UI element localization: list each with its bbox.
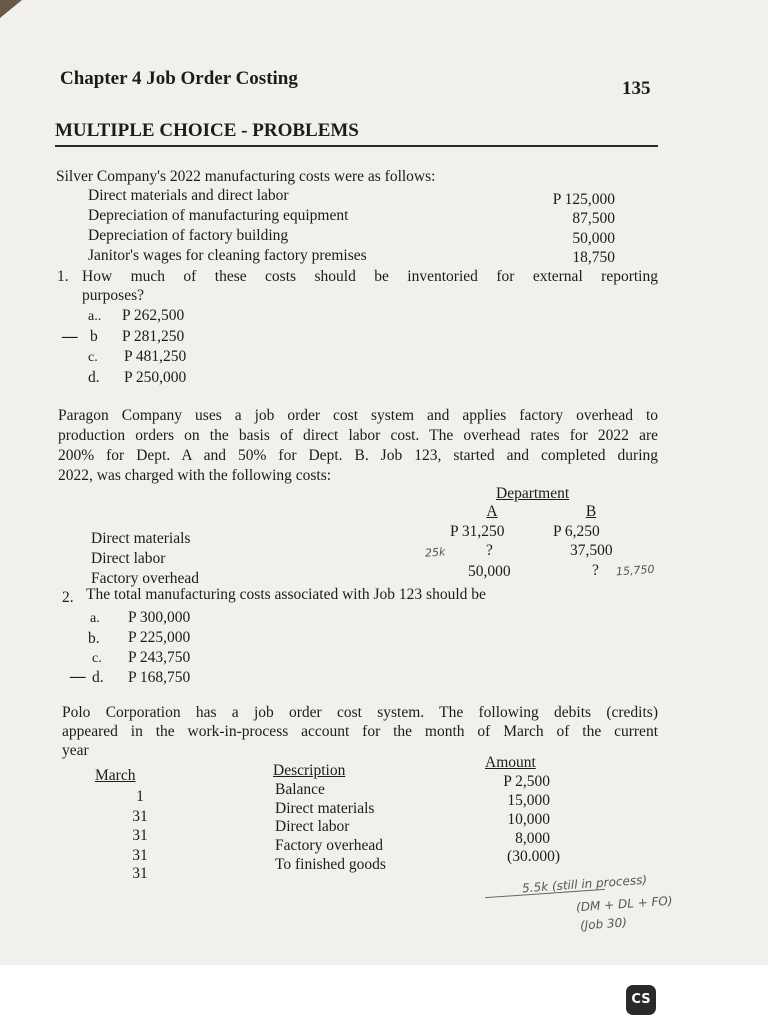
problem2-intro-line3: 200% for Dept. A and 50% for Dept. B. Job 123, started and completed during	[58, 447, 658, 464]
q2-choice-d-text: P 168,750	[128, 669, 191, 686]
ledger-desc-1: Balance	[275, 781, 325, 798]
handwritten-note-25k: 25k	[424, 545, 446, 560]
q1-choice-a-text: P 262,500	[122, 307, 185, 324]
q2-choice-a-letter: a.	[90, 611, 100, 626]
problem3-intro-line2: appeared in the work-in-process account for the month of March of the current	[62, 723, 658, 740]
q2-choice-c-text: P 243,750	[128, 649, 191, 666]
question2-text: The total manufacturing costs associated with Job 123 should be	[86, 586, 486, 603]
department-header: Department	[496, 485, 570, 502]
dept-b-direct-materials: P 6,250	[553, 523, 600, 540]
dept-a-direct-materials: P 31,250	[450, 523, 505, 540]
cost-label-4: Janitor's wages for cleaning factory premises	[88, 247, 367, 264]
ledger-amount-1: P 2,500	[503, 773, 550, 790]
page-number: 135	[622, 78, 651, 99]
row-label-factory-overhead: Factory overhead	[91, 570, 200, 587]
cost-label-2: Depreciation of manufacturing equipment	[88, 207, 349, 224]
section-title: MULTIPLE CHOICE - PROBLEMS	[55, 120, 359, 141]
ledger-date-4: 31	[132, 847, 148, 864]
question1-text-cont: purposes?	[82, 287, 144, 304]
dept-b-direct-labor: 37,500	[570, 542, 613, 559]
handwritten-note-line3: (Job 30)	[579, 915, 628, 933]
ledger-desc-5: To finished goods	[275, 856, 386, 873]
amount-header: Amount	[485, 754, 536, 771]
q1-choice-d-text: P 250,000	[124, 369, 187, 386]
section-rule	[55, 145, 658, 147]
cost-amount-2: 87,500	[572, 210, 615, 227]
q2-choice-c-letter: c.	[92, 651, 102, 666]
ledger-date-1: 1	[136, 788, 144, 805]
dept-b-factory-overhead: ?	[592, 562, 599, 579]
dept-a-header: A	[486, 503, 498, 520]
problem3-intro-line1: Polo Corporation has a job order cost system. The following debits (credits)	[62, 704, 658, 721]
cost-amount-3: 50,000	[572, 230, 615, 247]
problem2-intro-line4: 2022, was charged with the following costs:	[58, 467, 332, 484]
q1-choice-b-letter: b	[90, 328, 98, 345]
question1-number: 1.	[57, 268, 69, 285]
page-corner	[0, 0, 22, 18]
dept-b-header: B	[585, 503, 597, 520]
q1-choice-d-letter: d.	[88, 369, 100, 386]
ledger-amount-5: (30.000)	[507, 848, 560, 865]
ledger-date-2: 31	[132, 808, 148, 825]
ledger-date-5: 31	[132, 865, 148, 882]
q2-choice-a-text: P 300,000	[128, 609, 191, 626]
dept-a-direct-labor: ?	[486, 542, 493, 559]
ledger-amount-2: 15,000	[507, 792, 550, 809]
ledger-amount-3: 10,000	[507, 811, 550, 828]
handwritten-note-line2: (DM + DL + FO)	[575, 893, 673, 915]
handwritten-note-15750: 15,750	[615, 562, 655, 579]
problem2-intro-line1: Paragon Company uses a job order cost system and applies factory overhead to	[58, 407, 658, 424]
cost-label-3: Depreciation of factory building	[88, 227, 289, 244]
chapter-title: Chapter 4 Job Order Costing	[60, 68, 298, 89]
cost-amount-1: P 125,000	[552, 191, 615, 208]
ledger-desc-3: Direct labor	[275, 818, 350, 835]
handwritten-note-line1: 5.5k (still in process)	[521, 872, 648, 896]
problem1-intro: Silver Company's 2022 manufacturing costs were as follows:	[56, 168, 436, 185]
q1-choice-c-text: P 481,250	[124, 348, 187, 365]
q1-choice-a-letter: a..	[88, 309, 102, 324]
cost-label-1: Direct materials and direct labor	[88, 187, 289, 204]
row-label-direct-labor: Direct labor	[91, 550, 166, 567]
camscanner-badge: CS	[626, 985, 656, 1015]
question2-number: 2.	[62, 589, 74, 606]
ledger-date-3: 31	[132, 827, 148, 844]
ledger-desc-2: Direct materials	[275, 800, 375, 817]
ledger-amount-4: 8,000	[515, 830, 550, 847]
q2-choice-b-text: P 225,000	[128, 629, 191, 646]
problem3-intro-line3: year	[62, 742, 89, 759]
question1-text: How much of these costs should be inventoried for external reporting	[82, 268, 658, 285]
q2-answer-mark: —	[70, 668, 86, 685]
q1-answer-mark: —	[62, 328, 78, 345]
problem2-intro-line2: production orders on the basis of direct labor cost. The overhead rates for 2022 are	[58, 427, 658, 444]
row-label-direct-materials: Direct materials	[91, 530, 191, 547]
cost-amount-4: 18,750	[572, 249, 615, 266]
q1-choice-b-text: P 281,250	[122, 328, 185, 345]
dept-a-factory-overhead: 50,000	[468, 563, 511, 580]
march-header: March	[95, 767, 136, 784]
q2-choice-d-letter: d.	[92, 669, 104, 686]
description-header: Description	[273, 762, 346, 779]
q2-choice-b-letter: b.	[88, 630, 100, 647]
ledger-desc-4: Factory overhead	[275, 837, 384, 854]
q1-choice-c-letter: c.	[88, 350, 98, 365]
